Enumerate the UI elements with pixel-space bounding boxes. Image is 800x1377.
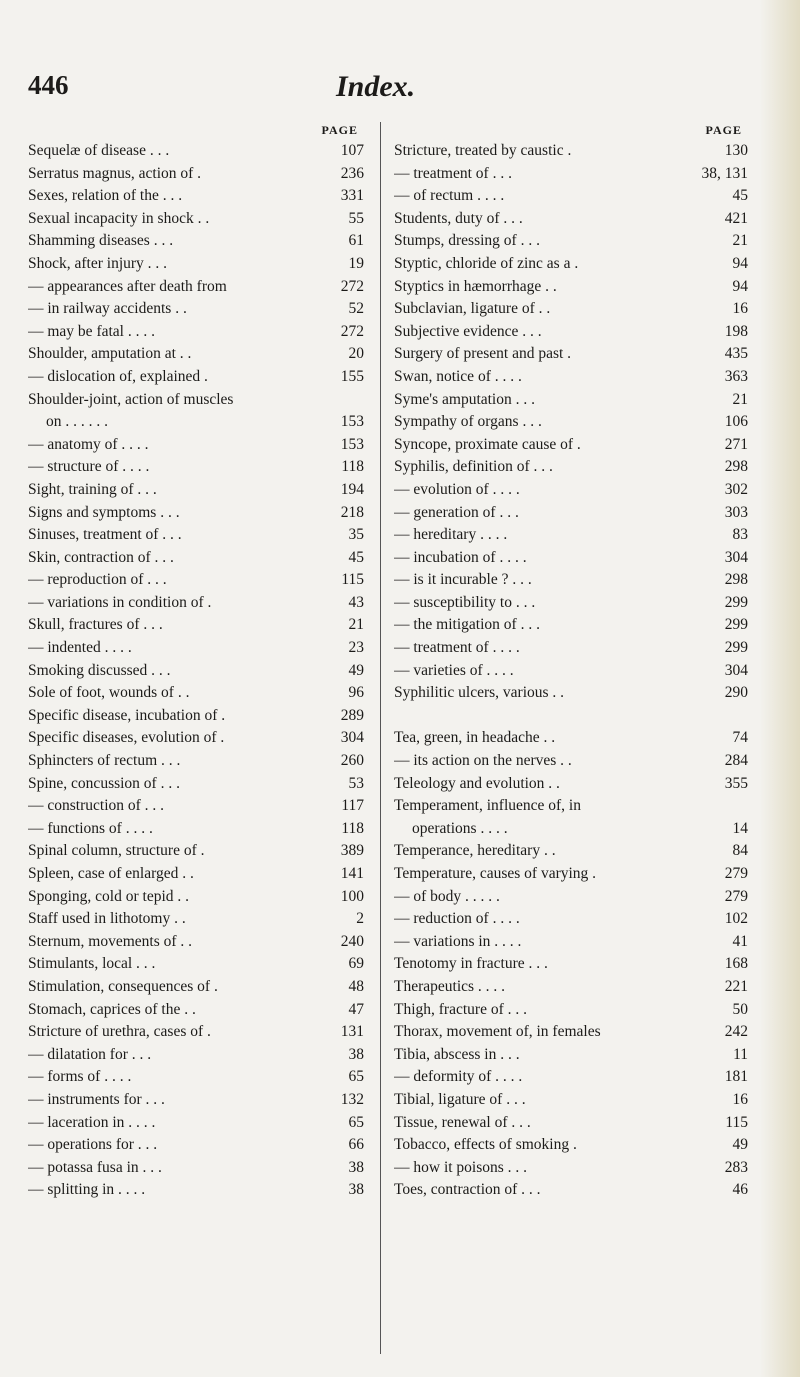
entry-page: 221 [724,977,748,995]
index-entry [394,953,748,976]
entry-text: — reproduction of . . . [28,571,167,589]
entry-text: — treatment of . . . . [394,639,520,657]
index-entry [28,411,364,434]
entry-page: 21 [732,390,748,408]
entry-page: 41 [732,932,748,950]
entry-text: Smoking discussed . . . [28,661,171,679]
entry-page: 198 [724,322,748,340]
entry-text: Tenotomy in fracture . . . [394,955,548,973]
entry-text: — potassa fusa in . . . [28,1158,162,1176]
index-column-left [28,120,364,1202]
entry-text: — evolution of . . . . [394,480,520,498]
entry-page: 16 [732,300,748,318]
entry-text: Thigh, fracture of . . . [394,1000,527,1018]
index-entry [394,547,748,570]
index-entry [28,750,364,773]
entry-page: 61 [348,232,364,250]
entry-text: Syphilis, definition of . . . [394,458,553,476]
index-entry [28,163,364,186]
index-entry [394,366,748,389]
entry-page: 289 [340,706,364,724]
entry-text: Styptic, chloride of zinc as a . [394,254,579,272]
index-entry [394,253,748,276]
entry-page: 21 [348,616,364,634]
index-entry [394,208,748,231]
index-entry [28,931,364,954]
index-entry [394,727,748,750]
index-entry [394,502,748,525]
entry-page: 23 [348,639,364,657]
entry-text: Subjective evidence . . . [394,322,542,340]
entry-text: Sternum, movements of . . [28,932,193,950]
entry-page: 53 [348,774,364,792]
entry-page: 96 [348,684,364,702]
index-entry [394,682,748,705]
entry-page: 260 [340,752,364,770]
entry-page: 38 [348,1158,364,1176]
index-entry [28,953,364,976]
entry-page: 153 [340,413,364,431]
index-entry [394,999,748,1022]
index-entry [28,818,364,841]
entry-page: 279 [724,865,748,882]
index-entry [28,1157,364,1180]
entry-page: 272 [340,322,364,340]
index-entry [28,547,364,570]
column-divider [380,122,381,1354]
entry-page: 271 [724,435,748,453]
index-entry [28,660,364,683]
entry-text: — functions of . . . . [28,819,153,837]
index-column-right [394,120,748,1202]
entry-page: 2 [356,910,364,928]
index-entry [28,502,364,525]
entry-page: 49 [348,661,364,679]
entry-text: Specific disease, incubation of . [28,706,226,724]
entry-page: 303 [724,503,748,521]
index-entry [394,818,748,841]
entry-page: 50 [732,1000,748,1018]
index-entry [394,1044,748,1067]
entry-text: — indented . . . . [28,639,132,657]
entry-text: Stomach, caprices of the . . [28,1000,196,1018]
entry-page: 38 [348,1181,364,1199]
entry-text: — how it poisons . . . [394,1158,528,1176]
entry-text: Surgery of present and past . [394,345,572,363]
entry-text: — instruments for . . . [28,1090,165,1108]
index-entry [28,434,364,457]
index-entry [28,140,364,163]
page-number: 446 [28,70,69,100]
entry-text: Specific diseases, evolution of . [28,729,225,747]
running-head: Index. [336,70,416,103]
index-entry [28,592,364,615]
index-entry [394,276,748,299]
entry-page: 299 [724,639,748,657]
entry-page: 302 [724,480,748,498]
entry-text: — dislocation of, explained . [28,367,208,385]
index-entry [28,886,364,909]
index-entry [394,1179,748,1202]
entry-page: 46 [732,1181,748,1199]
index-entry [394,614,748,637]
entry-page: 38 [348,1045,364,1063]
index-entry [28,253,364,276]
index-entry [28,976,364,999]
index-entry [28,1112,364,1135]
entry-page: 69 [348,955,364,973]
entry-page: 16 [732,1090,748,1108]
entry-text: Stumps, dressing of . . . [394,232,540,250]
entry-text: — variations in condition of . [28,593,212,611]
index-entry [394,931,748,954]
index-entry [28,637,364,660]
entry-page: 21 [732,232,748,250]
index-entry [394,1089,748,1112]
index-entry [28,389,364,412]
index-entry [28,614,364,637]
index-entry [394,163,748,186]
entry-page: 389 [340,842,364,860]
index-entry [28,863,364,886]
entry-page: 117 [341,797,364,815]
entry-text: Teleology and evolution . . [394,774,560,792]
entry-text: — deformity of . . . . [394,1068,523,1086]
index-entry [28,1066,364,1089]
entry-text: operations . . . . [412,819,508,837]
index-entry [394,1112,748,1135]
entry-page: 279 [724,887,748,905]
entry-text: Shock, after injury . . . [28,254,168,272]
entry-page: 290 [724,684,748,702]
entry-text: — hereditary . . . . [394,526,508,544]
entry-text: — splitting in . . . . [28,1181,146,1199]
index-entry [394,863,748,886]
entry-text: Syncope, proximate cause of . [394,435,581,453]
entry-text: Sight, training of . . . [28,480,157,498]
entry-text: Spine, concussion of . . . [28,774,180,792]
entry-text: Sinuses, treatment of . . . [28,526,182,544]
entry-page: 141 [340,865,364,882]
entry-text: — forms of . . . . [28,1068,132,1086]
entry-page: 48 [348,977,364,995]
entry-page: 299 [724,616,748,634]
entry-page: 194 [340,480,364,498]
entry-page: 84 [732,842,748,860]
entry-text: — dilatation for . . . [28,1045,152,1063]
index-entry [28,1021,364,1044]
entry-text: Temperature, causes of varying . [394,865,597,882]
entry-text: — construction of . . . [28,797,165,815]
index-entry [28,1044,364,1067]
entry-page: 55 [348,209,364,227]
entry-page: 47 [348,1000,364,1018]
entry-text: — the mitigation of . . . [394,616,540,634]
entry-page: 304 [724,548,748,566]
entry-page: 74 [732,729,748,747]
entry-text: — varieties of . . . . [394,661,514,679]
entry-page: 218 [340,503,364,521]
entry-text: Shamming diseases . . . [28,232,174,250]
entry-page: 435 [724,345,748,363]
index-entry [394,1021,748,1044]
entry-text: Sole of foot, wounds of . . [28,684,190,702]
entry-page: 35 [348,526,364,544]
entry-text: Sexes, relation of the . . . [28,187,183,205]
entry-page: 19 [348,254,364,272]
index-entry [394,1157,748,1180]
index-entry [28,230,364,253]
entry-text: — incubation of . . . . [394,548,527,566]
entry-page: 242 [724,1023,748,1041]
entry-page: 11 [733,1045,748,1063]
entry-page: 181 [724,1068,748,1086]
index-entry [394,321,748,344]
entry-text: Shoulder, amputation at . . [28,345,192,363]
entry-text: — its action on the nerves . . [394,752,572,770]
index-entry [28,1134,364,1157]
index-entry [28,343,364,366]
entry-text: — in railway accidents . . [28,300,187,318]
page-column-header: PAGE [705,123,742,137]
entry-text: on . . . . . . [46,413,108,431]
entry-text: Stimulation, consequences of . [28,977,218,995]
entry-page: 100 [340,887,364,905]
index-entry [28,908,364,931]
index-entry [394,637,748,660]
entry-text: Tibia, abscess in . . . [394,1045,520,1063]
entry-page: 421 [724,209,748,227]
entry-list [394,140,748,1202]
index-entry [28,727,364,750]
index-entry [394,660,748,683]
entry-page: 355 [724,774,748,792]
entry-text: — appearances after death from [28,277,227,295]
index-entry [394,705,748,728]
index-entry [394,592,748,615]
entry-page: 272 [340,277,364,295]
entry-text: Students, duty of . . . [394,209,523,227]
index-entry [394,389,748,412]
entry-text: Sequelæ of disease . . . [28,142,170,159]
index-entry [28,298,364,321]
index-entry [28,208,364,231]
index-entry [394,343,748,366]
index-entry [394,140,748,163]
entry-page: 45 [348,548,364,566]
index-entry [394,750,748,773]
entry-page: 236 [340,164,364,182]
entry-page: 65 [348,1068,364,1086]
entry-text: Tobacco, effects of smoking . [394,1136,577,1154]
entry-page: 43 [348,593,364,611]
index-entry [394,479,748,502]
entry-text: Stricture, treated by caustic . [394,142,572,159]
entry-text: — may be fatal . . . . [28,322,155,340]
entry-page: 115 [341,571,364,589]
index-entry [28,479,364,502]
entry-page: 107 [340,142,364,159]
index-entry [28,795,364,818]
entry-text: Toes, contraction of . . . [394,1181,541,1199]
entry-text: Serratus magnus, action of . [28,164,202,182]
entry-text: Sponging, cold or tepid . . [28,887,190,905]
index-entry [394,185,748,208]
entry-text: — variations in . . . . [394,932,522,950]
entry-text: — is it incurable ? . . . [394,571,532,589]
entry-text: Skin, contraction of . . . [28,548,174,566]
entry-page: 52 [348,300,364,318]
entry-page: 118 [341,458,364,476]
entry-page: 298 [724,571,748,589]
index-entry [28,1179,364,1202]
index-entry [394,886,748,909]
entry-page: 66 [348,1136,364,1154]
entry-text: Subclavian, ligature of . . [394,300,551,318]
entry-page: 102 [724,910,748,928]
entry-text: Syme's amputation . . . [394,390,535,408]
entry-page: 20 [348,345,364,363]
index-entry [394,524,748,547]
entry-text: Tissue, renewal of . . . [394,1113,531,1131]
entry-text: Skull, fractures of . . . [28,616,163,634]
entry-page: 304 [340,729,364,747]
entry-text: — susceptibility to . . . [394,593,536,611]
entry-list [28,140,364,1202]
index-entry [394,411,748,434]
index-entry [394,298,748,321]
entry-page: 168 [724,955,748,973]
entry-page: 14 [732,819,748,837]
index-entry [28,185,364,208]
entry-page: 153 [340,435,364,453]
entry-text: — treatment of . . . [394,164,512,182]
entry-text: — operations for . . . [28,1136,158,1154]
entry-text: — of rectum . . . . [394,187,505,205]
entry-text: Sexual incapacity in shock . . [28,209,210,227]
index-entry [28,999,364,1022]
entry-text: — generation of . . . [394,503,519,521]
entry-page: 115 [725,1113,748,1131]
entry-page: 94 [732,254,748,272]
entry-page: 130 [724,142,748,159]
entry-page: 45 [732,187,748,205]
entry-text: — of body . . . . . [394,887,500,905]
index-entry [394,840,748,863]
paper-edge-stain [760,0,800,1377]
entry-text: — anatomy of . . . . [28,435,149,453]
entry-page: 132 [340,1090,364,1108]
entry-page: 106 [724,413,748,431]
entry-text: Sphincters of rectum . . . [28,752,181,770]
entry-text: Stricture of urethra, cases of . [28,1023,211,1041]
entry-page: 298 [724,458,748,476]
entry-text: Styptics in hæmorrhage . . [394,277,557,295]
entry-text: Stimulants, local . . . [28,955,156,973]
entry-page: 304 [724,661,748,679]
entry-page: 299 [724,593,748,611]
index-entry [394,456,748,479]
index-entry [28,705,364,728]
entry-text: — structure of . . . . [28,458,150,476]
entry-page: 363 [724,367,748,385]
entry-text: Tibial, ligature of . . . [394,1090,526,1108]
entry-page: 284 [724,752,748,770]
entry-text: Shoulder-joint, action of muscles [28,390,234,408]
entry-text: Tea, green, in headache . . [394,729,556,747]
entry-page: 331 [340,187,364,205]
index-entry [28,524,364,547]
index-entry [28,773,364,796]
index-entry [394,434,748,457]
entry-text: Swan, notice of . . . . [394,367,522,385]
entry-page: 65 [348,1113,364,1131]
page-column-header: PAGE [321,123,358,137]
entry-text: Spleen, case of enlarged . . [28,865,194,882]
entry-text: — reduction of . . . . [394,910,520,928]
entry-page: 83 [732,526,748,544]
index-entry [394,230,748,253]
entry-page: 49 [732,1136,748,1154]
entry-page: 131 [340,1023,364,1041]
entry-text: Spinal column, structure of . [28,842,205,860]
entry-text: Syphilitic ulcers, various . . [394,684,565,702]
entry-text: Thorax, movement of, in females [394,1023,601,1041]
entry-page: 118 [341,819,364,837]
index-entry [28,569,364,592]
entry-text: Staff used in lithotomy . . [28,910,186,928]
index-entry [394,773,748,796]
index-entry [394,1066,748,1089]
index-entry [28,321,364,344]
entry-text: Signs and symptoms . . . [28,503,180,521]
index-entry [28,682,364,705]
index-entry [394,569,748,592]
index-entry [394,908,748,931]
index-entry [28,840,364,863]
index-entry [394,976,748,999]
index-entry [28,366,364,389]
entry-text: — laceration in . . . . [28,1113,156,1131]
entry-text: Therapeutics . . . . [394,977,506,995]
entry-page: 283 [724,1158,748,1176]
index-entry [394,795,748,818]
index-entry [28,1089,364,1112]
entry-page: 94 [732,277,748,295]
entry-page: 240 [340,932,364,950]
entry-page: 38, 131 [701,164,748,182]
entry-text: Temperament, influence of, in [394,797,581,815]
index-entry [394,1134,748,1157]
index-entry [28,276,364,299]
index-entry [28,456,364,479]
entry-text: Temperance, hereditary . . [394,842,556,860]
entry-page: 155 [340,367,364,385]
entry-text: Sympathy of organs . . . [394,413,542,431]
